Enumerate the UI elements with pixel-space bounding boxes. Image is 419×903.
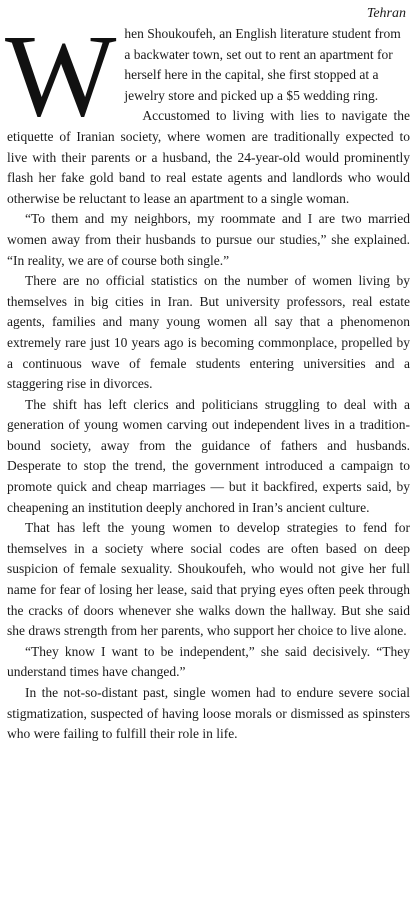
- lead-text: hen Shoukoufeh, an English literature student from a backwater town, set out to rent an apartment for herself here in the capital, she first stopped at a jewelry store and picked up a $5 wedding ring.: [124, 26, 401, 103]
- article-column: [7, 4, 410, 745]
- body-paragraph-2: “To them and my neighbors, my roommate and I are two married women away from their husbands to pursue our studies,” she explained. “In reality, we are of course both single.”: [7, 211, 410, 268]
- drop-cap: W: [5, 10, 117, 141]
- dateline: Tehran: [366, 6, 406, 21]
- body-paragraph-5: That has left the young women to develop strategies to fend for themselves in a society where social codes are often based on deep suspicion of female sexuality. Shoukoufeh, who would not give her full name for fear of losing her lease, said that prying eyes often peek through the cracks of doors whenever she walks down the hallway. But she said she draws strength from her parents, who support her choice to live alone.: [7, 520, 410, 639]
- body-paragraph-3: There are no official statistics on the number of women living by themselves in big cities in Iran. But university professors, real estate agents, families and many young women all say that a phenomenon extremely rare just 10 years ago is becoming commonplace, propelled by a continuous wave of female students entering universities and a staggering rise in divorces.: [7, 273, 410, 392]
- body-paragraph-1: Accustomed to living with lies to navigate the etiquette of Iranian society, where women are traditionally expected to live with their parents or a husband, the 24-year-old would prominently flash her fake gold band to real estate agents and landlords who would otherwise be reluctant to lease an apartment to a single woman.: [7, 108, 410, 206]
- body-paragraph-4: The shift has left clerics and politicians struggling to deal with a generation of young women carving out independent lives in a tradition-bound society, away from the guidance of fathers and husbands. Desperate to stop the trend, the government introduced a campaign to promote quick and cheap marriages — but it backfired, experts said, by cheapening an institution deeply anchored in Iran’s ancient culture.: [7, 396, 410, 515]
- body-paragraph-6: “They know I want to be independent,” she said decisively. “They understand times have changed.”: [7, 643, 410, 680]
- body-paragraph-7: In the not-so-distant past, single women had to endure severe social stigmatization, suspected of having loose morals or dismissed as spinsters who were failing to fulfill their role in life.: [7, 685, 410, 742]
